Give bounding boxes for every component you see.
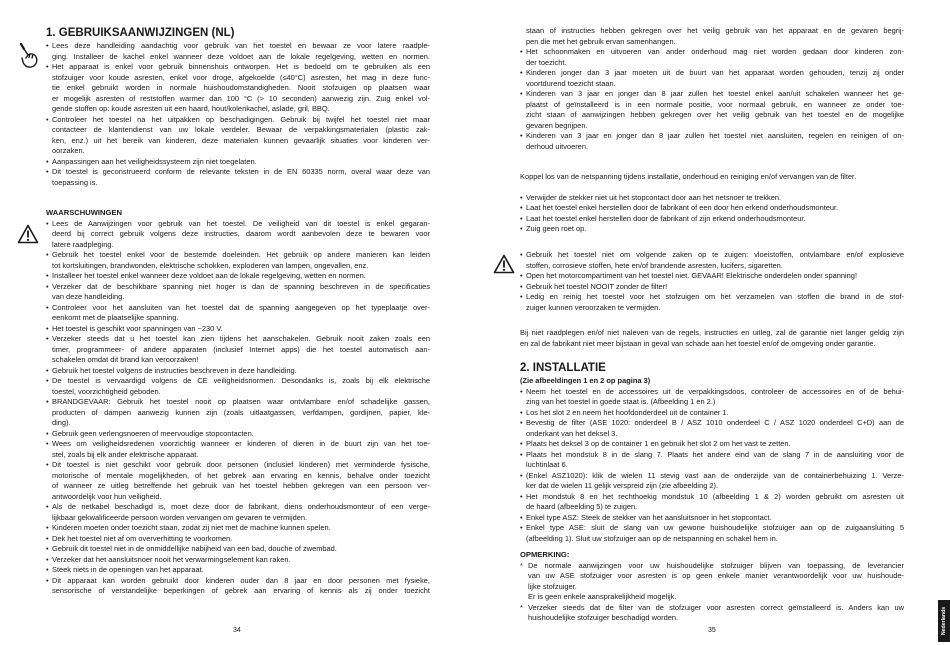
text-line: Neem het toestel en de accessoires uit de verpakkingsdoos, controleer de accessoires en of de behui- xyxy=(526,386,904,396)
text-line: ken, enz.) uit het bereik van kinderen, deze materialen kunnen gevaarlijk situaties voor kinderen ver- xyxy=(52,135,430,145)
text-line: Kinderen moeten onder toezicht staan, zodat zij niet met de machine kunnen spelen. xyxy=(52,523,331,532)
text-line: Enkel type ASZ: Steek de stekker van het aansluitsnoer in het stopcontact. xyxy=(526,512,772,522)
bullet-marker: • xyxy=(46,250,49,259)
text-line: Het toestel is geschikt voor spanningen van ~230 V. xyxy=(52,323,223,333)
bullet-marker: • xyxy=(46,218,49,228)
text-line: eenkomt met de plaatselijke spanning. xyxy=(52,313,179,322)
text-line: staan of instructies hebben gekregen over het veilig gebruik van het apparaat en de gevaren begrij- xyxy=(526,26,904,35)
bullet-marker: • xyxy=(46,575,49,585)
text-line: latere raadpleging. xyxy=(52,239,114,249)
language-tab-label: Nederlands xyxy=(941,606,947,636)
warnings-title: WAARSCHUWINGEN xyxy=(46,208,122,217)
text-line: ker dat de wielen 11 gelijk verspreid zijn (zie afbeelding 2). xyxy=(526,481,719,490)
section-heading: 2. INSTALLATIE xyxy=(520,362,606,374)
text-line: zing van het toestel in goede staat is. (Afbeelding 1 en 2.) xyxy=(526,397,716,406)
text-line: toepassing is. xyxy=(52,177,98,187)
bullet-marker: • xyxy=(46,533,49,543)
warning-triangle-icon xyxy=(493,254,515,274)
text-line: Plaats het deksel 3 op de container 1 en gebruik het slot 2 om het vast te zetten. xyxy=(526,439,791,448)
bullet-marker: • xyxy=(46,114,49,124)
bullet-marker: • xyxy=(46,523,49,532)
bullet-marker: • xyxy=(520,523,523,532)
bullet-marker: • xyxy=(46,167,49,176)
text-line: pen die met het gebruik ervan samenhangen. xyxy=(526,36,676,46)
text-line: Steek niets in de openingen van het apparaat. xyxy=(52,565,204,574)
bullet-marker: • xyxy=(520,439,523,448)
bullet-marker: • xyxy=(520,491,523,501)
bullet-marker: • xyxy=(520,192,523,202)
text-line: toestel, voorzichtigheid geboden. xyxy=(52,386,161,396)
text-line: of wanneer ze uitleg betreffende het gebruik van het toestel hebben gekregen van een persoon ver- xyxy=(52,481,430,490)
text-line: Dek het toestel niet af om oververhitting te voorkomen. xyxy=(52,533,233,543)
text-line: Gebruik het toestel niet om volgende zaken op te zuigen: vloeistoffen, ontvlambare en/of explosieve xyxy=(526,250,904,259)
text-line: voortdurend toezicht staan. xyxy=(526,78,616,88)
text-line: Lees de Aanwijzingen voor gebruik van het toestel. De veiligheid van dit toestel is enkel gegaran- xyxy=(52,218,430,228)
text-line: Plaats het mondstuk 8 in de slang 7. Plaats het andere eind van de slang 7 in de aansluiting voor de xyxy=(526,449,904,459)
text-line: er mogelijk asresten of reststoffen warmer dan 100 °C (> 10 seconden) aanwezig zijn. Zuig enkel vol- xyxy=(52,93,430,103)
hand-pointing-icon xyxy=(18,43,40,69)
text-line: Gebruik geen verlengsnoeren of meervoudige stopcontacten. xyxy=(52,428,254,438)
text-line: Verzeker steeds dat u het toestel kan zien tijdens het aanschakelen. Gebruik nooit zaken zoals een xyxy=(52,334,430,343)
bullet-marker: • xyxy=(520,68,523,77)
text-line: Lees deze handleiding aandachtig voor gebruik van het toestel en bewaar ze voor latere raadple- xyxy=(52,41,430,50)
bullet-marker: • xyxy=(520,418,523,427)
text-line: zuiger kunnen veroorzaken te vermijden. xyxy=(526,302,661,312)
bullet-marker: • xyxy=(520,271,523,280)
text-line: stel, zoals bij elk ander elektrische apparaat. xyxy=(52,449,199,459)
text-line: Zuig geen roet op. xyxy=(526,224,587,233)
text-line: Kinderen jonger dan 3 jaar moeten uit de buurt van het apparaat worden gehouden, tenzij zij onder xyxy=(526,68,904,77)
text-line: Kinderen van 3 jaar en jonger dan 8 jaar zullen het toestel niet aansluiten, regelen en reinigen of on- xyxy=(526,131,904,140)
remarks-title: OPMERKING: xyxy=(520,550,570,559)
text-line: Laat het toestel enkel herstellen door de fabrikant of een door hen erkend onderhoudsmonteur. xyxy=(526,203,839,212)
text-line: gende stoffen op: koude asresten uit een haard, hout/kolenkachel, aslade, gril, BBQ. xyxy=(52,104,330,113)
bullet-marker: • xyxy=(46,376,49,385)
text-line: sensorische of verstandelijke beperkingen of gebrek aan ervaring of kennis als zij onder toezicht xyxy=(52,586,430,595)
installation-subtitle: (Zie afbeeldingen 1 en 2 op pagina 3) xyxy=(520,376,651,385)
text-line: Bij niet raadplegen en/of niet naleven van de regels, instructies en uitleg, zal de garantie niet langer geldig zijn xyxy=(520,328,904,337)
text-line: Open het motorcompartiment van het toestel niet. GEVAAR! Elektrische onderdelen onder spanning! xyxy=(526,271,858,280)
bullet-marker: • xyxy=(46,41,49,50)
text-line: tot kortsluitingen, brandwonden, elektrische schokken, exploderen van lampen, ongevallen, enz. xyxy=(52,260,369,270)
bullet-marker: • xyxy=(46,439,49,448)
text-line: Controleer het toestel na het uitpakken op beschadigingen. Gebruik bij twijfel het toestel niet maar xyxy=(52,114,430,124)
text-line: De normale aanwijzingen voor uw huishoudelijke stofzuiger blijven van toepassing, de leverancier xyxy=(528,560,904,570)
text-line: Wees om veiligheidsredenen voorzichtig wanneer er kinderen of dieren in de buurt zijn van het toe- xyxy=(52,439,430,448)
language-tab xyxy=(938,600,950,642)
text-line: Bevestig de filter (ASE 1020: onderdeel B / ASZ 1010 onderdeel C / ASZ 1020 onderdeel C+D) aan de xyxy=(526,418,904,427)
bullet-marker: • xyxy=(520,407,523,417)
text-line: lijkbaar gekwalificeerde persoon worden vervangen om gevaren te vermijden. xyxy=(52,512,308,522)
text-line: luchtinlaat 6. xyxy=(526,460,568,469)
text-line: antwoordelijk voor hun veiligheid. xyxy=(52,491,162,501)
bullet-marker: • xyxy=(520,213,523,223)
text-line: motorische of mentale mogelijkheden, of het gebrek aan ervaring en kennis, behalve onder toezicht xyxy=(52,470,430,480)
text-line: plaatst of geïnstalleerd is in een normale positie, voor normaal gebruik, en wanneer ze onder toe- xyxy=(526,99,904,109)
asterisk-marker: * xyxy=(520,602,523,612)
bullet-marker: • xyxy=(520,250,523,259)
asterisk-marker: * xyxy=(520,560,523,570)
bullet-marker: • xyxy=(520,512,523,522)
text-line: Het apparaat is enkel voor gebruik binnenshuis ontworpen. Het is bedoeld om te gebruiken als een xyxy=(52,62,430,71)
text-line: de haard (afbeelding 5) te zuigen. xyxy=(526,502,638,511)
text-line: deerd bij correct gebruik volgens deze instructies, daarom wordt aanbevolen deze te bewaren voor xyxy=(52,229,430,238)
text-line: ding). xyxy=(52,418,71,427)
bullet-marker: • xyxy=(46,397,49,406)
text-line: Dit toestel is geconstrueerd conform de relevante teksten in de EN 60335 norm, overal waar deze van xyxy=(52,167,430,176)
text-line: Als de netkabel beschadigd is, moet deze door de fabrikant, diens onderhoudsmonteur of een verge- xyxy=(52,502,430,511)
text-line: Er is geen enkele aansprakelijkheid mogelijk. xyxy=(528,592,677,601)
bullet-marker: • xyxy=(46,502,49,511)
bullet-marker: • xyxy=(520,224,523,233)
bullet-marker: • xyxy=(46,271,49,280)
bullet-marker: • xyxy=(46,565,49,574)
bullet-marker: • xyxy=(46,544,49,553)
bullet-marker: • xyxy=(46,365,49,375)
text-line: Controleer voor het aansluiten van het toestel dat de spanning aangegeven op het typeplaatje over- xyxy=(52,302,430,312)
text-line: Dit apparaat kan worden gebruikt door kinderen ouder dan 8 jaar en door personen met fysieke, xyxy=(52,575,430,585)
text-line: van uw ASE stofzuiger voor asresten is op geen enkele manier verantwoordelijk voor uw huishoude- xyxy=(528,571,904,580)
text-line: timer, programmeer- of andere apparaten (inclusief Internet apps) die het toestel automatisch aan- xyxy=(52,344,430,354)
text-line: Verzeker dat de beschikbare spanning niet hoger is dan de spanning beschreven in de specificaties xyxy=(52,281,430,291)
text-line: BRANDGEVAAR: Gebruik het toestel nooit op plaatsen waar ontvlambare en/of schadelijke gassen, xyxy=(52,397,430,406)
text-line: Installeer het toestel enkel wanneer deze voldoet aan de lokale regelgeving, wetten en normen. xyxy=(52,271,366,280)
text-line: oorzaken. xyxy=(52,146,85,155)
text-line: huishoudelijke stofzuiger beschadigd worden. xyxy=(528,613,679,622)
text-line: Gebruik dit toestel niet in de onmiddellijke nabijheid van een bad, douche of zwembad. xyxy=(52,544,337,553)
text-line: Verzeker dat het aansluitsnoer nooit het verwarmingselement kan raken. xyxy=(52,554,291,564)
text-line: Dit toestel is niet geschikt voor gebruik door personen (inclusief kinderen) met verminderde fysische, xyxy=(52,460,430,469)
text-line: Gebruik het toestel NOOIT zonder de filter! xyxy=(526,281,668,291)
bullet-marker: • xyxy=(46,62,49,71)
text-line: derhoud uitvoeren. xyxy=(526,141,589,151)
text-line: De toestel is vervaardigd volgens de CE veiligheidsnormen. Desondanks is, zoals bij elk elektrische xyxy=(52,376,430,385)
bullet-marker: • xyxy=(46,156,49,166)
text-line: stofzuiger voor koude asresten, enkel voor droge, afgekoelde (≤40°C) asresten, het mag in deze func- xyxy=(52,72,430,82)
text-line: Koppel los van de netspanning tijdens installatie, onderhoud en reiniging en/of vervangen van de filter. xyxy=(520,172,857,181)
bullet-marker: • xyxy=(46,554,49,564)
bullet-marker: • xyxy=(46,460,49,469)
text-line: Verwijder de stekker niet uit het stopcontact door aan het netsnoer te trekken. xyxy=(526,192,782,202)
bullet-marker: • xyxy=(520,292,523,301)
bullet-marker: • xyxy=(46,281,49,291)
text-line: producten of dampen aanwezig kunnen zijn (zoals uitlaatgassen, verfdampen, gordijnen, papier, kle- xyxy=(52,407,430,417)
text-line: stoffen, corrosieve stoffen, hete en/of brandende asresten, lucifers, sigaretten. xyxy=(526,260,783,270)
text-line: (Enkel ASZ1020): klik de wielen 11 stevig vast aan de onderzijde van de containerbehuizing 1. Verze- xyxy=(526,470,904,480)
text-line: Het schoonmaken en uitvoeren van ander onderhoud mag niet worden gedaan door kinderen zon- xyxy=(526,47,904,56)
page-number: 34 xyxy=(233,627,241,634)
bullet-marker: • xyxy=(520,203,523,212)
bullet-marker: • xyxy=(520,47,523,56)
text-line: der toezicht. xyxy=(526,57,567,67)
bullet-marker: • xyxy=(520,386,523,396)
text-line: tie enkel gebruikt worden in normale huishoudomstandigheden. Nooit stofzuigen op plaatsen waar xyxy=(52,83,430,92)
text-line: Ledig en reinig het toestel voor het stofzuigen om het verzamelen van stoffen die brand in de stof- xyxy=(526,292,904,301)
bullet-marker: • xyxy=(46,428,49,438)
text-line: gevaren begrijpen. xyxy=(526,120,588,130)
bullet-marker: • xyxy=(520,449,523,459)
text-line: zicht staan of aanwijzingen hebben gekregen over het veilig gebruik van het toestel en de mogelijke xyxy=(526,110,904,119)
text-line: Verzeker steeds dat de filter van de stofzuiger voor asresten correct geïnstalleerd is. Anders kan uw xyxy=(528,602,904,612)
text-line: Aanpassingen aan het veiligheidssysteem zijn niet toegelaten. xyxy=(52,156,257,166)
text-line: contacteer de klantendienst van uw lokale verdeler. Bewaar de verpakkingsmaterialen (plastic zak- xyxy=(52,125,430,134)
text-line: (afbeelding 1). Sluit uw stofzuiger aan op de netspanning en schakel hem in. xyxy=(526,533,778,543)
text-line: van deze handleiding. xyxy=(52,292,125,301)
bullet-marker: • xyxy=(520,470,523,480)
bullet-marker: • xyxy=(520,281,523,291)
text-line: Gebruik het toestel volgens de instructies beschreven in deze handleiding. xyxy=(52,365,297,375)
text-line: Het mondstuk 8 en het rechthoekig mondstuk 10 (afbeelding 1 & 2) worden gebruikt om asresten uit xyxy=(526,491,904,501)
text-line: Gebruik het toestel enkel voor de bestemde doeleinden. Het gebruik op andere manieren kan leiden xyxy=(52,250,430,259)
bullet-marker: • xyxy=(46,323,49,333)
bullet-marker: • xyxy=(46,302,49,312)
bullet-marker: • xyxy=(520,131,523,140)
warning-triangle-icon xyxy=(17,224,39,244)
text-line: lijke stofzuiger. xyxy=(528,581,577,591)
text-line: schakelen omdat dit brand kan veroorzaken! xyxy=(52,355,199,364)
text-line: Enkel type ASE: sluit de slang van uw gewone huishoudelijke stofzuiger aan op de zuigaansluiting 5 xyxy=(526,523,904,532)
text-line: en zal de fabrikant niet meer bijstaan in geval van schade aan het toestel en/of de omgeving onder garantie. xyxy=(520,338,876,348)
text-line: Laat het toestel enkel herstellen door de fabrikant of zijn erkend onderhoudsmonteur. xyxy=(526,213,806,223)
text-line: ging. Installeer de kachel enkel wanneer deze voldoet aan de lokale regelgeving, wetten en normen. xyxy=(52,51,430,61)
bullet-marker: • xyxy=(46,334,49,343)
text-line: Los het slot 2 en neem het hoofdonderdeel uit de container 1. xyxy=(526,407,729,417)
bullet-marker: • xyxy=(520,89,523,98)
text-line: onderkant van het deksel 3. xyxy=(526,428,618,438)
page-number: 35 xyxy=(708,627,716,634)
text-line: Kinderen van 3 jaar en jonger dan 8 jaar zullen het toestel enkel aan/uit schakelen wanneer het ge- xyxy=(526,89,904,98)
section-heading: 1. GEBRUIKSAANWIJZINGEN (NL) xyxy=(46,27,235,39)
